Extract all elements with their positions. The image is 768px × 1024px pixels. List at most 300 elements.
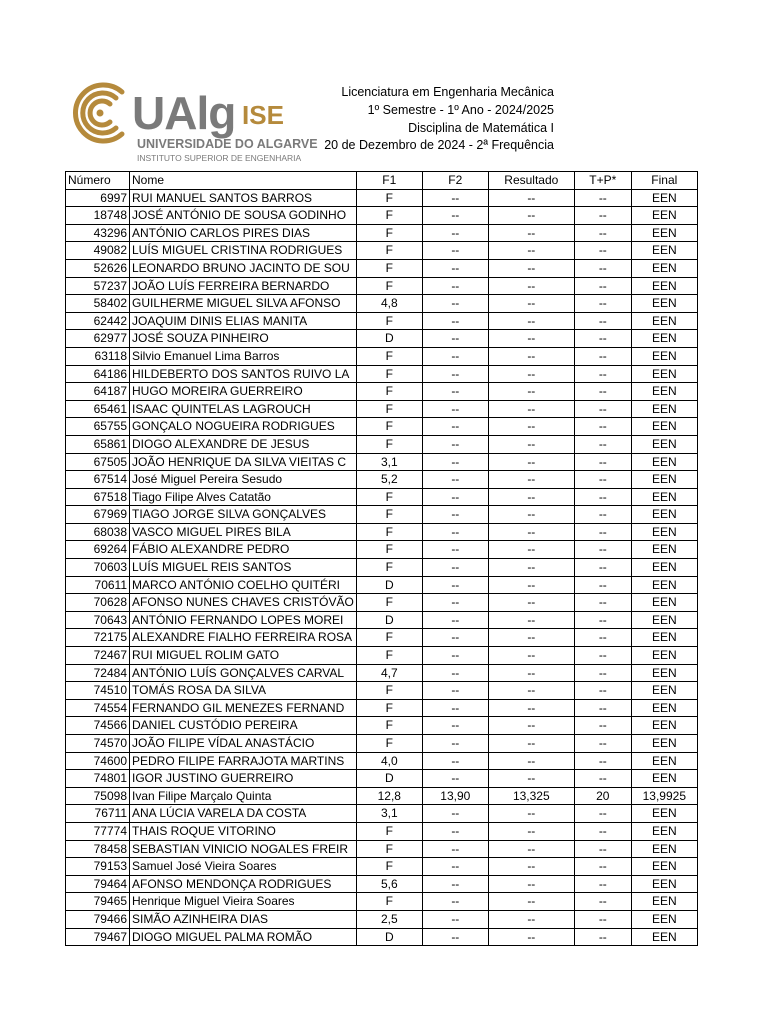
grade-f1: D bbox=[356, 770, 422, 788]
student-number: 6997 bbox=[66, 189, 130, 207]
grade-f1: F bbox=[356, 822, 422, 840]
student-number: 67505 bbox=[66, 453, 130, 471]
student-name: AFONSO NUNES CHAVES CRISTÓVÃO bbox=[130, 594, 357, 612]
student-name: ANTÓNIO LUÍS GONÇALVES CARVAL bbox=[130, 664, 357, 682]
grade-final: EEN bbox=[631, 717, 697, 735]
grade-f1: F bbox=[356, 189, 422, 207]
grade-f2: 13,90 bbox=[422, 787, 488, 805]
grade-resultado: -- bbox=[488, 594, 574, 612]
grade-f2: -- bbox=[422, 224, 488, 242]
grade-f1: F bbox=[356, 735, 422, 753]
grade-f1: F bbox=[356, 488, 422, 506]
grade-resultado: -- bbox=[488, 207, 574, 225]
student-number: 70611 bbox=[66, 576, 130, 594]
student-number: 65755 bbox=[66, 418, 130, 436]
grade-resultado: -- bbox=[488, 295, 574, 313]
student-number: 64186 bbox=[66, 365, 130, 383]
grade-f1: F bbox=[356, 347, 422, 365]
grade-resultado: -- bbox=[488, 400, 574, 418]
grade-tp: -- bbox=[574, 207, 631, 225]
grade-final: EEN bbox=[631, 418, 697, 436]
student-number: 70603 bbox=[66, 559, 130, 577]
grade-f2: -- bbox=[422, 242, 488, 260]
table-row bbox=[66, 242, 698, 260]
grade-f2: -- bbox=[422, 611, 488, 629]
grade-final: EEN bbox=[631, 822, 697, 840]
table-row bbox=[66, 523, 698, 541]
grade-final: EEN bbox=[631, 277, 697, 295]
grade-final: EEN bbox=[631, 893, 697, 911]
student-name: Samuel José Vieira Soares bbox=[130, 858, 357, 876]
grade-tp: -- bbox=[574, 347, 631, 365]
grade-final: EEN bbox=[631, 770, 697, 788]
grade-tp: -- bbox=[574, 858, 631, 876]
grade-f1: 5,6 bbox=[356, 875, 422, 893]
grade-f1: 4,7 bbox=[356, 664, 422, 682]
grade-final: EEN bbox=[631, 910, 697, 928]
grade-f2: -- bbox=[422, 858, 488, 876]
grade-f1: F bbox=[356, 242, 422, 260]
grade-final: EEN bbox=[631, 400, 697, 418]
logo-ise-text: ISE bbox=[242, 100, 284, 130]
grade-f2: -- bbox=[422, 312, 488, 330]
column-header-tp: T+P* bbox=[574, 172, 631, 190]
grade-tp: -- bbox=[574, 559, 631, 577]
grade-resultado: -- bbox=[488, 435, 574, 453]
grade-f1: F bbox=[356, 699, 422, 717]
grade-f1: F bbox=[356, 383, 422, 401]
grade-tp: -- bbox=[574, 752, 631, 770]
grade-resultado: -- bbox=[488, 840, 574, 858]
grade-final: EEN bbox=[631, 295, 697, 313]
grade-f2: -- bbox=[422, 435, 488, 453]
grade-f2: -- bbox=[422, 805, 488, 823]
grade-f2: -- bbox=[422, 506, 488, 524]
grade-final: EEN bbox=[631, 928, 697, 946]
grade-resultado: -- bbox=[488, 189, 574, 207]
grade-final: EEN bbox=[631, 805, 697, 823]
grade-resultado: -- bbox=[488, 770, 574, 788]
grade-f2: -- bbox=[422, 875, 488, 893]
grade-final: EEN bbox=[631, 207, 697, 225]
grade-resultado: -- bbox=[488, 259, 574, 277]
grade-tp: -- bbox=[574, 910, 631, 928]
grade-f1: F bbox=[356, 435, 422, 453]
grade-tp: -- bbox=[574, 312, 631, 330]
grade-resultado: -- bbox=[488, 523, 574, 541]
grade-f1: F bbox=[356, 594, 422, 612]
table-row bbox=[66, 805, 698, 823]
table-row bbox=[66, 910, 698, 928]
grade-f1: F bbox=[356, 506, 422, 524]
student-name: DIOGO ALEXANDRE DE JESUS bbox=[130, 435, 357, 453]
grade-f2: -- bbox=[422, 576, 488, 594]
grade-resultado: -- bbox=[488, 664, 574, 682]
grade-tp: -- bbox=[574, 242, 631, 260]
grade-tp: -- bbox=[574, 893, 631, 911]
grade-final: EEN bbox=[631, 488, 697, 506]
course-title: Licenciatura em Engenharia Mecânica bbox=[341, 85, 554, 99]
grade-f2: -- bbox=[422, 259, 488, 277]
grade-resultado: -- bbox=[488, 752, 574, 770]
student-number: 49082 bbox=[66, 242, 130, 260]
grade-f1: 5,2 bbox=[356, 471, 422, 489]
grade-f1: D bbox=[356, 928, 422, 946]
grade-f2: -- bbox=[422, 277, 488, 295]
grade-resultado: -- bbox=[488, 541, 574, 559]
grade-f1: 2,5 bbox=[356, 910, 422, 928]
grade-f2: -- bbox=[422, 910, 488, 928]
concentric-arcs-logo-icon bbox=[64, 80, 130, 146]
grade-final: EEN bbox=[631, 224, 697, 242]
grade-f2: -- bbox=[422, 541, 488, 559]
table-row bbox=[66, 207, 698, 225]
table-row bbox=[66, 717, 698, 735]
grade-tp: -- bbox=[574, 189, 631, 207]
grade-resultado: -- bbox=[488, 735, 574, 753]
table-row bbox=[66, 471, 698, 489]
grade-tp: -- bbox=[574, 224, 631, 242]
table-row bbox=[66, 224, 698, 242]
student-number: 72467 bbox=[66, 647, 130, 665]
grade-f1: F bbox=[356, 523, 422, 541]
student-number: 58402 bbox=[66, 295, 130, 313]
student-name: TOMÁS ROSA DA SILVA bbox=[130, 682, 357, 700]
grade-tp: -- bbox=[574, 506, 631, 524]
grade-tp: -- bbox=[574, 383, 631, 401]
grade-f1: F bbox=[356, 312, 422, 330]
grade-final: EEN bbox=[631, 594, 697, 612]
grade-final: EEN bbox=[631, 506, 697, 524]
grade-final: EEN bbox=[631, 347, 697, 365]
grade-tp: -- bbox=[574, 875, 631, 893]
student-number: 76711 bbox=[66, 805, 130, 823]
grade-tp: -- bbox=[574, 822, 631, 840]
grade-tp: -- bbox=[574, 488, 631, 506]
grade-resultado: -- bbox=[488, 910, 574, 928]
grade-f1: D bbox=[356, 576, 422, 594]
grade-f2: -- bbox=[422, 453, 488, 471]
student-number: 70643 bbox=[66, 611, 130, 629]
table-row bbox=[66, 400, 698, 418]
grade-resultado: -- bbox=[488, 242, 574, 260]
grade-resultado: -- bbox=[488, 277, 574, 295]
grade-f2: -- bbox=[422, 207, 488, 225]
table-row bbox=[66, 189, 698, 207]
grade-final: EEN bbox=[631, 682, 697, 700]
student-name: HUGO MOREIRA GUERREIRO bbox=[130, 383, 357, 401]
grade-resultado: -- bbox=[488, 647, 574, 665]
grade-f2: -- bbox=[422, 682, 488, 700]
grade-final: EEN bbox=[631, 752, 697, 770]
table-row bbox=[66, 928, 698, 946]
grade-tp: -- bbox=[574, 594, 631, 612]
grade-resultado: -- bbox=[488, 875, 574, 893]
table-row bbox=[66, 383, 698, 401]
student-name: GONÇALO NOGUEIRA RODRIGUES bbox=[130, 418, 357, 436]
grade-f1: F bbox=[356, 418, 422, 436]
grade-f1: F bbox=[356, 647, 422, 665]
student-name: SIMÃO AZINHEIRA DIAS bbox=[130, 910, 357, 928]
grade-tp: -- bbox=[574, 418, 631, 436]
student-name: ANTÓNIO CARLOS PIRES DIAS bbox=[130, 224, 357, 242]
grade-final: EEN bbox=[631, 629, 697, 647]
student-name: Silvio Emanuel Lima Barros bbox=[130, 347, 357, 365]
student-number: 74566 bbox=[66, 717, 130, 735]
grade-final: EEN bbox=[631, 189, 697, 207]
grade-tp: -- bbox=[574, 523, 631, 541]
grade-resultado: -- bbox=[488, 312, 574, 330]
student-number: 70628 bbox=[66, 594, 130, 612]
student-name: IGOR JUSTINO GUERREIRO bbox=[130, 770, 357, 788]
table-row bbox=[66, 347, 698, 365]
grade-resultado: -- bbox=[488, 699, 574, 717]
student-name: PEDRO FILIPE FARRAJOTA MARTINS bbox=[130, 752, 357, 770]
grade-tp: -- bbox=[574, 682, 631, 700]
table-row bbox=[66, 453, 698, 471]
grade-resultado: -- bbox=[488, 224, 574, 242]
table-row bbox=[66, 735, 698, 753]
student-number: 67969 bbox=[66, 506, 130, 524]
grade-final: EEN bbox=[631, 858, 697, 876]
grade-resultado: -- bbox=[488, 611, 574, 629]
grade-f2: -- bbox=[422, 488, 488, 506]
student-number: 72175 bbox=[66, 629, 130, 647]
grade-f1: F bbox=[356, 541, 422, 559]
grade-resultado: -- bbox=[488, 506, 574, 524]
grade-tp: -- bbox=[574, 629, 631, 647]
grade-tp: -- bbox=[574, 541, 631, 559]
grade-final: EEN bbox=[631, 559, 697, 577]
student-number: 69264 bbox=[66, 541, 130, 559]
student-name: ISAAC QUINTELAS LAGROUCH bbox=[130, 400, 357, 418]
table-row bbox=[66, 752, 698, 770]
grade-f1: 12,8 bbox=[356, 787, 422, 805]
table-row bbox=[66, 647, 698, 665]
student-name: RUI MANUEL SANTOS BARROS bbox=[130, 189, 357, 207]
student-name: SEBASTIAN VINICIO NOGALES FREIR bbox=[130, 840, 357, 858]
grade-f2: -- bbox=[422, 418, 488, 436]
student-number: 79153 bbox=[66, 858, 130, 876]
column-header-resultado: Resultado bbox=[488, 172, 574, 190]
grade-tp: 20 bbox=[574, 787, 631, 805]
grade-f1: F bbox=[356, 559, 422, 577]
student-number: 52626 bbox=[66, 259, 130, 277]
student-name: HILDEBERTO DOS SANTOS RUIVO LA bbox=[130, 365, 357, 383]
grade-tp: -- bbox=[574, 611, 631, 629]
student-name: MARCO ANTÓNIO COELHO QUITÉRI bbox=[130, 576, 357, 594]
student-number: 68038 bbox=[66, 523, 130, 541]
table-row bbox=[66, 506, 698, 524]
grade-tp: -- bbox=[574, 259, 631, 277]
grade-resultado: -- bbox=[488, 717, 574, 735]
grade-tp: -- bbox=[574, 717, 631, 735]
grade-f1: 4,0 bbox=[356, 752, 422, 770]
grade-f2: -- bbox=[422, 523, 488, 541]
table-row bbox=[66, 295, 698, 313]
grade-final: EEN bbox=[631, 647, 697, 665]
grade-resultado: -- bbox=[488, 418, 574, 436]
grade-f2: -- bbox=[422, 647, 488, 665]
student-name: GUILHERME MIGUEL SILVA AFONSO bbox=[130, 295, 357, 313]
grade-f2: -- bbox=[422, 840, 488, 858]
grade-tp: -- bbox=[574, 400, 631, 418]
student-name: DIOGO MIGUEL PALMA ROMÃO bbox=[130, 928, 357, 946]
ualg-ise-logo bbox=[64, 80, 324, 166]
grade-final: EEN bbox=[631, 523, 697, 541]
student-name: TIAGO JORGE SILVA GONÇALVES bbox=[130, 506, 357, 524]
logo-university-text: UNIVERSIDADE DO ALGARVE bbox=[137, 137, 318, 151]
grade-resultado: -- bbox=[488, 805, 574, 823]
grade-resultado: -- bbox=[488, 893, 574, 911]
grade-f2: -- bbox=[422, 893, 488, 911]
grade-f1: F bbox=[356, 682, 422, 700]
grade-resultado: -- bbox=[488, 365, 574, 383]
grade-f1: F bbox=[356, 277, 422, 295]
grade-final: 13,9925 bbox=[631, 787, 697, 805]
exam-date-line: 20 de Dezembro de 2024 - 2ª Frequência bbox=[324, 138, 554, 153]
table-row bbox=[66, 365, 698, 383]
grade-f2: -- bbox=[422, 189, 488, 207]
student-number: 67514 bbox=[66, 471, 130, 489]
grade-tp: -- bbox=[574, 770, 631, 788]
table-row bbox=[66, 312, 698, 330]
grade-tp: -- bbox=[574, 277, 631, 295]
student-name: RUI MIGUEL ROLIM GATO bbox=[130, 647, 357, 665]
grade-tp: -- bbox=[574, 840, 631, 858]
student-number: 74554 bbox=[66, 699, 130, 717]
student-name: FÁBIO ALEXANDRE PEDRO bbox=[130, 541, 357, 559]
student-name: LEONARDO BRUNO JACINTO DE SOU bbox=[130, 259, 357, 277]
table-row bbox=[66, 840, 698, 858]
student-number: 67518 bbox=[66, 488, 130, 506]
grade-final: EEN bbox=[631, 312, 697, 330]
table-row bbox=[66, 330, 698, 348]
grade-tp: -- bbox=[574, 471, 631, 489]
grade-resultado: -- bbox=[488, 383, 574, 401]
table-row bbox=[66, 787, 698, 805]
grade-tp: -- bbox=[574, 435, 631, 453]
grade-f1: F bbox=[356, 224, 422, 242]
grade-f2: -- bbox=[422, 383, 488, 401]
grade-f1: F bbox=[356, 840, 422, 858]
table-row bbox=[66, 822, 698, 840]
grade-resultado: -- bbox=[488, 629, 574, 647]
column-header-numero: Número bbox=[66, 172, 130, 190]
grade-final: EEN bbox=[631, 699, 697, 717]
student-number: 74600 bbox=[66, 752, 130, 770]
student-name: JOÃO LUÍS FERREIRA BERNARDO bbox=[130, 277, 357, 295]
grade-f2: -- bbox=[422, 822, 488, 840]
table-row bbox=[66, 770, 698, 788]
table-row bbox=[66, 488, 698, 506]
student-number: 74801 bbox=[66, 770, 130, 788]
grade-f2: -- bbox=[422, 400, 488, 418]
table-row bbox=[66, 611, 698, 629]
grade-tp: -- bbox=[574, 576, 631, 594]
grade-resultado: -- bbox=[488, 576, 574, 594]
student-number: 64187 bbox=[66, 383, 130, 401]
column-header-nome: Nome bbox=[130, 172, 357, 190]
student-number: 43296 bbox=[66, 224, 130, 242]
grade-resultado: -- bbox=[488, 330, 574, 348]
table-row bbox=[66, 629, 698, 647]
grade-f1: 3,1 bbox=[356, 453, 422, 471]
logo-ualg-text: UAlg bbox=[132, 87, 236, 139]
student-name: AFONSO MENDONÇA RODRIGUES bbox=[130, 875, 357, 893]
student-number: 79466 bbox=[66, 910, 130, 928]
grade-resultado: -- bbox=[488, 822, 574, 840]
student-number: 74570 bbox=[66, 735, 130, 753]
grade-final: EEN bbox=[631, 471, 697, 489]
table-row bbox=[66, 559, 698, 577]
grade-final: EEN bbox=[631, 541, 697, 559]
grade-resultado: -- bbox=[488, 682, 574, 700]
table-row bbox=[66, 594, 698, 612]
grade-final: EEN bbox=[631, 611, 697, 629]
grade-final: EEN bbox=[631, 383, 697, 401]
grade-tp: -- bbox=[574, 453, 631, 471]
grade-tp: -- bbox=[574, 928, 631, 946]
grade-final: EEN bbox=[631, 242, 697, 260]
table-row bbox=[66, 576, 698, 594]
student-number: 74510 bbox=[66, 682, 130, 700]
grade-tp: -- bbox=[574, 735, 631, 753]
grade-f2: -- bbox=[422, 559, 488, 577]
student-name: Tiago Filipe Alves Catatão bbox=[130, 488, 357, 506]
grade-resultado: 13,325 bbox=[488, 787, 574, 805]
grade-resultado: -- bbox=[488, 488, 574, 506]
grade-final: EEN bbox=[631, 875, 697, 893]
student-number: 77774 bbox=[66, 822, 130, 840]
student-number: 78458 bbox=[66, 840, 130, 858]
grade-final: EEN bbox=[631, 330, 697, 348]
table-row bbox=[66, 682, 698, 700]
student-name: FERNANDO GIL MENEZES FERNAND bbox=[130, 699, 357, 717]
grade-f2: -- bbox=[422, 664, 488, 682]
grade-f1: 4,8 bbox=[356, 295, 422, 313]
grade-resultado: -- bbox=[488, 559, 574, 577]
table-row bbox=[66, 277, 698, 295]
student-name: JOÃO HENRIQUE DA SILVA VIEITAS C bbox=[130, 453, 357, 471]
grade-tp: -- bbox=[574, 330, 631, 348]
student-name: ALEXANDRE FIALHO FERREIRA ROSA bbox=[130, 629, 357, 647]
grade-final: EEN bbox=[631, 664, 697, 682]
grade-f2: -- bbox=[422, 928, 488, 946]
grade-f2: -- bbox=[422, 699, 488, 717]
grades-table bbox=[65, 171, 698, 946]
student-number: 62977 bbox=[66, 330, 130, 348]
grade-f1: D bbox=[356, 330, 422, 348]
grade-f2: -- bbox=[422, 629, 488, 647]
grade-f2: -- bbox=[422, 735, 488, 753]
grade-resultado: -- bbox=[488, 453, 574, 471]
grade-resultado: -- bbox=[488, 347, 574, 365]
student-number: 57237 bbox=[66, 277, 130, 295]
grade-f1: F bbox=[356, 207, 422, 225]
grade-f1: F bbox=[356, 893, 422, 911]
logo-institute-text: INSTITUTO SUPERIOR DE ENGENHARIA bbox=[137, 153, 302, 163]
grade-f2: -- bbox=[422, 752, 488, 770]
grade-f1: F bbox=[356, 629, 422, 647]
grade-f1: F bbox=[356, 259, 422, 277]
table-row bbox=[66, 893, 698, 911]
grade-final: EEN bbox=[631, 735, 697, 753]
student-name: Henrique Miguel Vieira Soares bbox=[130, 893, 357, 911]
grade-f1: F bbox=[356, 400, 422, 418]
semester-line: 1º Semestre - 1º Ano - 2024/2025 bbox=[367, 102, 554, 117]
grade-f1: F bbox=[356, 717, 422, 735]
